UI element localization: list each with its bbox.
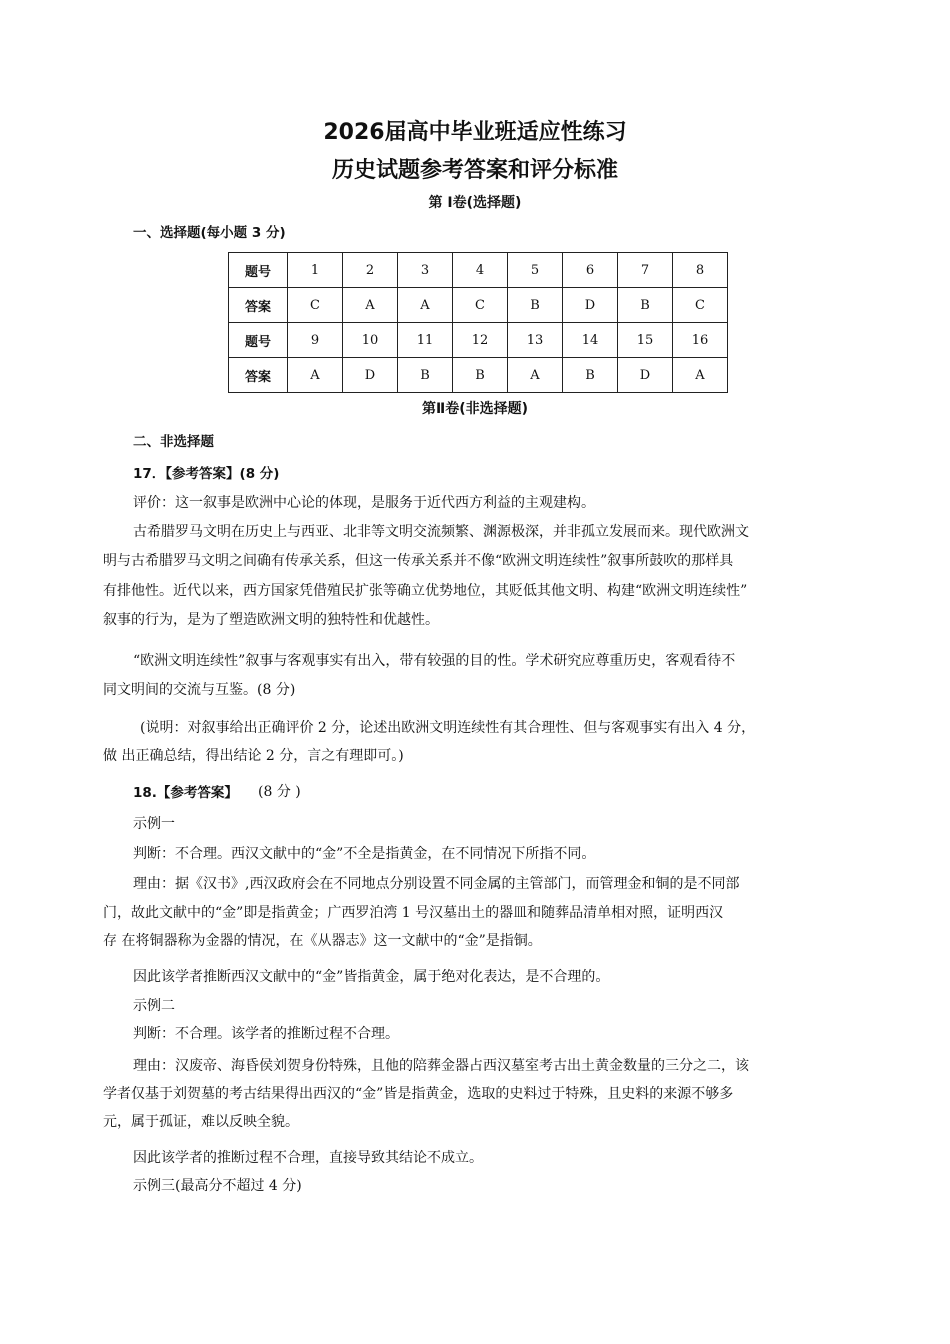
table-cell: D — [343, 358, 398, 393]
table-cell: 2 — [343, 253, 398, 288]
q18-line: 理由：汉废帝、海昏侯刘贺身份特殊，且他的陪葬金器占西汉墓室考古出土黄金数量的三分之二，该 — [133, 1058, 749, 1074]
q18-line: 因此该学者的推断过程不合理，直接导致其结论不成立。 — [133, 1150, 483, 1166]
table-cell: 6 — [563, 253, 618, 288]
table-cell: 9 — [288, 323, 343, 358]
q17-line: 同文明间的交流与互鉴。(8 分) — [103, 682, 296, 698]
table-cell: 16 — [673, 323, 728, 358]
table-cell: 5 — [508, 253, 563, 288]
table-cell: B — [508, 288, 563, 323]
row-label: 答案 — [229, 288, 288, 323]
q17-line: 有排他性。近代以来，西方国家凭借殖民扩张等确立优势地位，其贬低其他文明、构建“欧洲文明连续性” — [103, 583, 748, 599]
table-cell: B — [453, 358, 508, 393]
section1-heading: 一、选择题(每小题 3 分) — [133, 225, 286, 241]
table-cell: 10 — [343, 323, 398, 358]
q18-line: 示例二 — [133, 998, 175, 1014]
q18-line: 因此该学者推断西汉文献中的“金”皆指黄金，属于绝对化表达，是不合理的。 — [133, 969, 610, 985]
table-cell: 14 — [563, 323, 618, 358]
table-row — [229, 288, 728, 323]
table-cell: 13 — [508, 323, 563, 358]
section2-heading: 二、非选择题 — [133, 434, 214, 450]
table-cell: A — [398, 288, 453, 323]
table-cell: C — [673, 288, 728, 323]
part2-title: 第Ⅱ卷(非选择题) — [421, 401, 529, 417]
table-cell: B — [563, 358, 618, 393]
table-cell: 1 — [288, 253, 343, 288]
table-cell: A — [343, 288, 398, 323]
q17-line: 明与古希腊罗马文明之间确有传承关系，但这一传承关系并不像“欧洲文明连续性”叙事所鼓吹的那样具 — [103, 553, 734, 569]
table-cell: A — [673, 358, 728, 393]
q17-line: “欧洲文明连续性”叙事与客观事实有出入，带有较强的目的性。学术研究应尊重历史，客观看待不 — [133, 653, 736, 669]
table-cell: C — [453, 288, 508, 323]
table-cell: B — [398, 358, 453, 393]
row-label: 题号 — [229, 253, 288, 288]
table-cell: A — [508, 358, 563, 393]
table-cell: 8 — [673, 253, 728, 288]
q18-line: 门，故此文献中的“金”即是指黄金；广西罗泊湾 1 号汉墓出土的器皿和随葬品清单相对照，证明西汉 — [103, 905, 724, 921]
table-cell: 4 — [453, 253, 508, 288]
table-cell: C — [288, 288, 343, 323]
table-row — [229, 323, 728, 358]
q17-line: 评价：这一叙事是欧洲中心论的体现，是服务于近代西方利益的主观建构。 — [133, 495, 595, 511]
q18-line: 示例一 — [133, 816, 175, 832]
q18-heading: 18.【参考答案】 — [133, 785, 238, 801]
q18-line: 元，属于孤证，难以反映全貌。 — [103, 1114, 299, 1130]
table-cell: 11 — [398, 323, 453, 358]
table-row — [229, 253, 728, 288]
table-cell: 3 — [398, 253, 453, 288]
q18-line: 存 在将铜器称为金器的情况，在《从器志》这一文献中的“金”是指铜。 — [103, 933, 542, 949]
row-label: 答案 — [229, 358, 288, 393]
q18-line: 判断：不合理。西汉文献中的“金”不全是指黄金，在不同情况下所指不同。 — [133, 846, 596, 862]
table-row — [229, 358, 728, 393]
answer-table — [228, 252, 728, 393]
q17-note-line: 做 出正确总结，得出结论 2 分，言之有理即可。) — [103, 748, 404, 764]
part1-title: 第 Ⅰ卷(选择题) — [428, 195, 522, 211]
q18-score: (8 分 ) — [258, 784, 301, 800]
table-cell: B — [618, 288, 673, 323]
q17-line: 叙事的行为，是为了塑造欧洲文明的独特性和优越性。 — [103, 612, 439, 628]
q17-heading: 17．【参考答案】(8 分) — [133, 466, 280, 482]
table-cell: D — [618, 358, 673, 393]
q18-line: 判断：不合理。该学者的推断过程不合理。 — [133, 1026, 399, 1042]
table-cell: D — [563, 288, 618, 323]
q18-line: 示例三(最高分不超过 4 分) — [133, 1178, 302, 1194]
doc-title-line1: 2026届高中毕业班适应性练习 — [323, 120, 627, 145]
q18-line: 理由：据《汉书》,西汉政府会在不同地点分别设置不同金属的主管部门，而管理金和铜的是不同部 — [133, 876, 740, 892]
table-cell: A — [288, 358, 343, 393]
table-cell: 15 — [618, 323, 673, 358]
table-cell: 7 — [618, 253, 673, 288]
doc-title-line2: 历史试题参考答案和评分标准 — [331, 158, 618, 183]
row-label: 题号 — [229, 323, 288, 358]
q17-note-line: (说明：对叙事给出正确评价 2 分，论述出欧洲文明连续性有其合理性、但与客观事实有出入 4 分， — [140, 720, 756, 736]
q18-line: 学者仅基于刘贺墓的考古结果得出西汉的“金”皆是指黄金，选取的史料过于特殊，且史料的来源不够多 — [103, 1086, 734, 1102]
q17-line: 古希腊罗马文明在历史上与西亚、北非等文明交流频繁、渊源极深，并非孤立发展而来。现代欧洲文 — [133, 524, 749, 540]
table-cell: 12 — [453, 323, 508, 358]
